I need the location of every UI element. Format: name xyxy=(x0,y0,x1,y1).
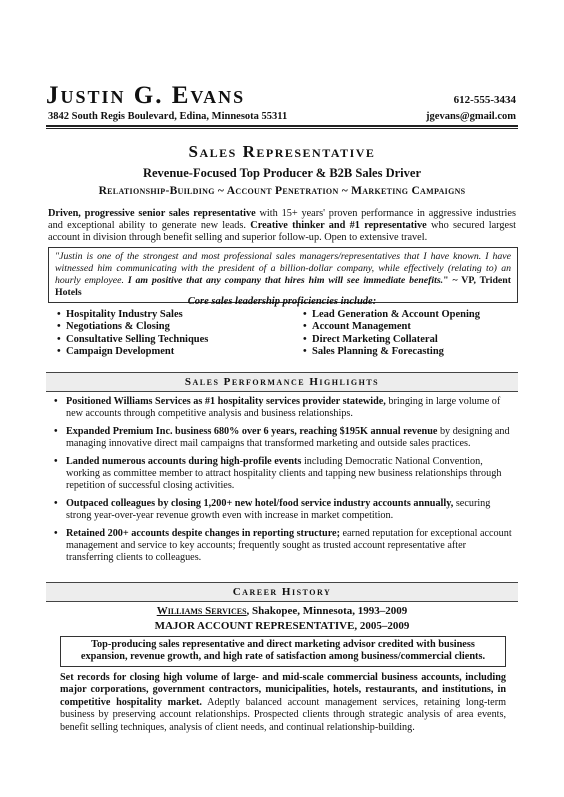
role-detail-paragraph xyxy=(60,672,506,734)
highlight-item xyxy=(66,498,514,523)
highlight-item xyxy=(66,456,514,493)
skill-item: • Sales Planning & Forecasting xyxy=(312,346,480,358)
highlights-section-heading: Sales Performance Highlights xyxy=(46,372,518,392)
role-summary-box: Top-producing sales representative and direct marketing advisor credited with business expansion, revenue growth, and high rate of satisfaction among business/commercial clients. xyxy=(60,636,506,667)
highlight-item xyxy=(66,528,514,565)
skill-item: • Direct Marketing Collateral xyxy=(312,334,480,346)
employer-line xyxy=(0,605,564,617)
skills-left-column xyxy=(66,309,208,359)
skill-item: • Negotiations & Closing xyxy=(66,321,208,333)
testimonial-bold: I am positive that any company that hires him will see immediate benefits. xyxy=(127,275,444,286)
highlight-bold: Expanded Premium Inc. business 680% over 6 years, reaching $195K annual revenue xyxy=(66,425,438,437)
header-rule-thick xyxy=(46,125,518,127)
testimonial-box xyxy=(48,247,518,303)
highlight-bold: Retained 200+ accounts despite changes in reporting structure; xyxy=(66,527,340,539)
summary-text-2: who secured largest account in division through benefit selling and superior follow-up. Open to extensive travel. xyxy=(48,220,516,243)
header-rule-thin xyxy=(46,128,518,129)
candidate-name: Justin G. Evans xyxy=(46,82,246,109)
highlight-text: earned reputation for exceptional account management and service to key accounts; frequently sought as trusted account representative after transferring clients to colleagues. xyxy=(66,527,512,564)
email-address: jgevans@gmail.com xyxy=(426,111,516,122)
keyword-line: Relationship-Building ~ Account Penetration ~ Marketing Campaigns xyxy=(98,185,466,197)
street-address: 3842 South Regis Boulevard, Edina, Minnesota 55311 xyxy=(48,111,288,122)
highlight-item xyxy=(66,426,514,451)
job-title: MAJOR ACCOUNT REPRESENTATIVE, 2005–2009 xyxy=(154,620,410,632)
testimonial-text: "Justin is one of the strongest and most professional sales managers/representatives that I have known. I have witnessed him communicating with the president of a billion-dollar company, while effectively (relating to) an hourly employee. xyxy=(55,251,511,286)
skill-item: • Lead Generation & Account Opening xyxy=(312,309,480,321)
summary-bold-2: Creative thinker and #1 representative xyxy=(250,220,427,231)
highlights-list xyxy=(66,396,514,570)
skills-right-column xyxy=(312,309,480,359)
skill-item: • Account Management xyxy=(312,321,480,333)
highlight-bold: Outpaced colleagues by closing 1,200+ new hotel/food service industry accounts annually, xyxy=(66,497,454,509)
highlight-text: by designing and managing innovative direct mail campaigns that transformed marketing and outside sales practices. xyxy=(66,425,510,450)
summary-bold-1: Driven, progressive senior sales representative xyxy=(48,208,256,219)
highlight-text: including Democratic National Convention, working as committee member to attract hospitality clients and tapping new business relationships through repetition of successful closing activities. xyxy=(66,455,502,492)
highlight-bold: Landed numerous accounts during high-profile events xyxy=(66,455,302,467)
highlight-item xyxy=(66,396,514,421)
role-detail-bold: Set records for closing high volume of large- and mid-scale commercial business accounts, including major corporations, government contractors, municipalities, hotels, restaurants, and institutions, in competitive hospitality market. xyxy=(60,672,506,708)
employer-name: Williams Services xyxy=(156,605,247,617)
resume-title: Sales Representative xyxy=(188,142,376,161)
summary-text-1: with 15+ years' proven performance in aggressive industries and exceptional ability to generate new leads. xyxy=(48,208,516,231)
highlight-bold: Positioned Williams Services as #1 hospitality services provider statewide, xyxy=(66,396,386,407)
phone-number: 612-555-3434 xyxy=(453,94,516,106)
skill-item: • Hospitality Industry Sales xyxy=(66,309,208,321)
skill-item: • Consultative Selling Techniques xyxy=(66,334,208,346)
role-detail-text: Adeptly balanced account management services, retaining long-term business by preserving account relationships. Prospected clients through strategic analysis of area events, benefit selling techniques, analysis of client needs, and continual relationship-building. xyxy=(60,696,507,733)
highlight-text: securing strong year-over-year revenue growth even with increase in market competition. xyxy=(66,497,491,522)
employer-location-dates: , Shakopee, Minnesota, 1993–2009 xyxy=(246,605,408,617)
testimonial-attribution: " ~ VP, Trident Hotels xyxy=(55,275,511,298)
resume-subtitle: Revenue-Focused Top Producer & B2B Sales Driver xyxy=(142,166,421,180)
career-section-heading: Career History xyxy=(46,582,518,602)
skill-item: • Campaign Development xyxy=(66,346,208,358)
summary-paragraph xyxy=(48,208,516,244)
core-proficiencies-heading: Core sales leadership proficiencies include: xyxy=(187,296,377,307)
highlight-text: bringing in large volume of new accounts through competitive analysis and business relationships. xyxy=(66,396,501,420)
